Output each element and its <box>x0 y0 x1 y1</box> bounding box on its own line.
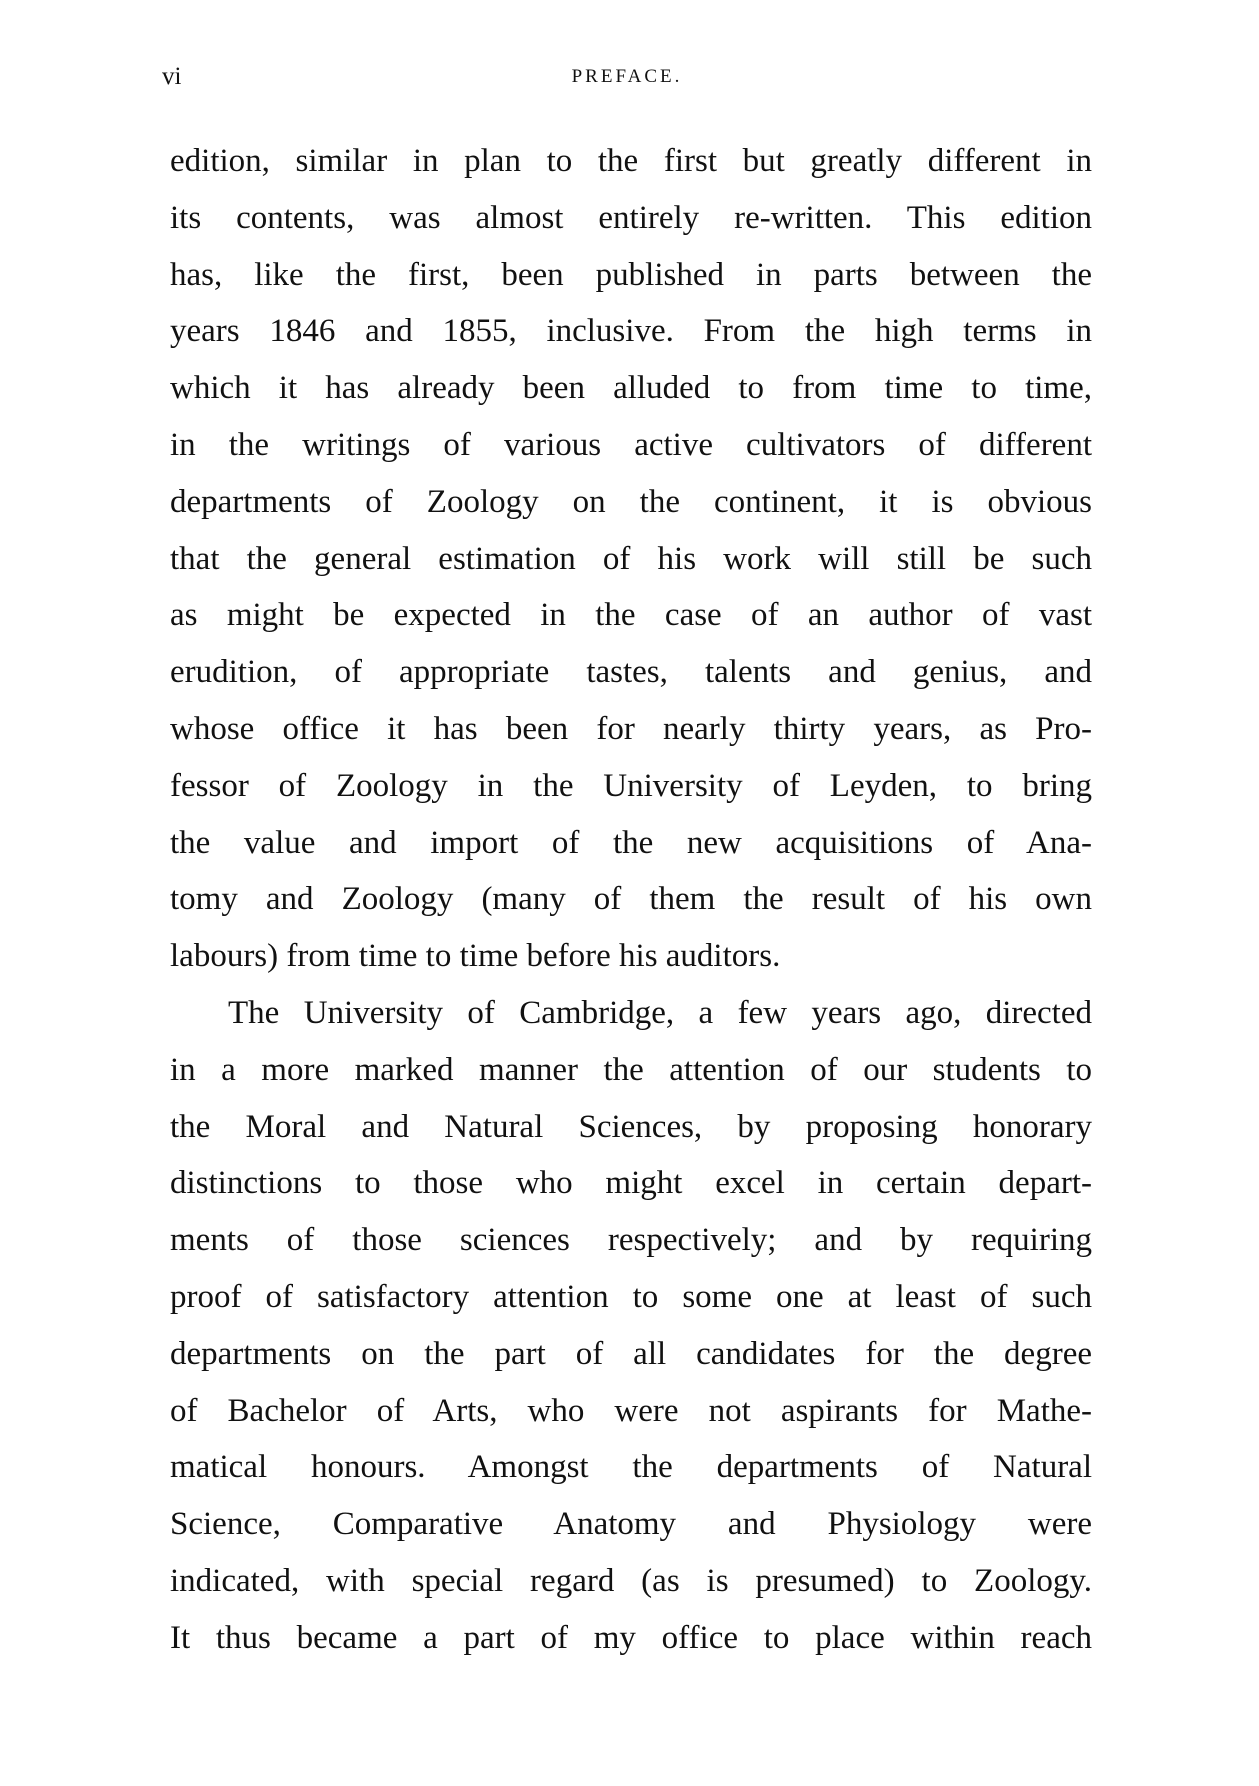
text-line: the Moral and Natural Sciences, by proposing honorary <box>170 1108 1092 1145</box>
text-line: in the writings of various active cultivators of different <box>170 426 1092 463</box>
text-line: departments of Zoology on the continent, it is obvious <box>170 483 1092 520</box>
text-line: It thus became a part of my office to place within reach <box>170 1619 1092 1656</box>
paragraph <box>170 133 1092 985</box>
text-line: the value and import of the new acquisitions of Ana- <box>170 824 1092 861</box>
text-line: The University of Cambridge, a few years ago, directed <box>228 994 1092 1031</box>
text-line: its contents, was almost entirely re-written. This edition <box>170 199 1092 236</box>
text-line: years 1846 and 1855, inclusive. From the high terms in <box>170 313 1092 350</box>
text-line: proof of satisfactory attention to some one at least of such <box>170 1278 1092 1315</box>
page-number: vi <box>162 63 182 90</box>
text-line: distinctions to those who might excel in certain depart- <box>170 1165 1092 1202</box>
text-line: that the general estimation of his work will still be such <box>170 540 1092 577</box>
text-line: of Bachelor of Arts, who were not aspirants for Mathe- <box>170 1392 1092 1429</box>
text-line: has, like the first, been published in parts between the <box>170 256 1092 293</box>
body-text <box>170 133 1092 1667</box>
text-line: in a more marked manner the attention of our students to <box>170 1051 1092 1088</box>
text-line: labours) from time to time before his auditors. <box>170 938 781 975</box>
text-line: as might be expected in the case of an author of vast <box>170 597 1092 634</box>
text-line: ments of those sciences respectively; and by requiring <box>170 1222 1092 1259</box>
text-line: Science, Comparative Anatomy and Physiology were <box>170 1506 1092 1543</box>
text-line: matical honours. Amongst the departments of Natural <box>170 1449 1092 1486</box>
text-line: whose office it has been for nearly thirty years, as Pro- <box>170 710 1092 747</box>
text-line: edition, similar in plan to the first but greatly different in <box>170 143 1092 179</box>
running-title: PREFACE. <box>571 66 683 87</box>
text-line: indicated, with special regard (as is presumed) to Zoology. <box>170 1562 1092 1599</box>
text-line: fessor of Zoology in the University of Leyden, to bring <box>170 767 1092 804</box>
text-line: tomy and Zoology (many of them the result of his own <box>170 881 1092 918</box>
paragraph <box>170 985 1092 1667</box>
text-line: which it has already been alluded to from time to time, <box>170 370 1092 407</box>
running-head <box>162 62 1092 92</box>
text-line: departments on the part of all candidates for the degree <box>170 1335 1092 1372</box>
text-line: erudition, of appropriate tastes, talents and genius, and <box>170 654 1092 691</box>
